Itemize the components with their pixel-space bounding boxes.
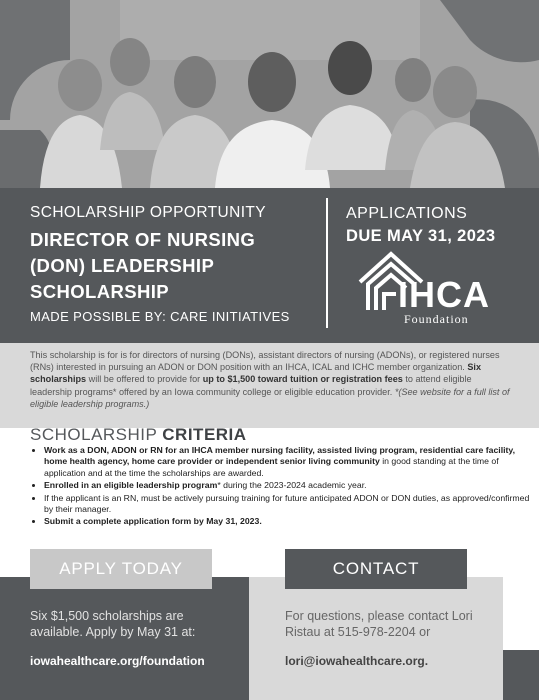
criteria-item <box>44 445 534 479</box>
intro-bold-2: up to $1,500 toward tuition or registration fees <box>202 374 403 385</box>
intro-paragraph <box>30 349 512 410</box>
contact-button[interactable]: CONTACT <box>285 549 467 589</box>
criteria-heading-bold: CRITERIA <box>162 425 247 444</box>
criteria-item-text: in good standing at the time of application and at the time the scholarships are awarded. <box>44 456 499 478</box>
criteria-item-text: If the applicant is an RN, must be actively pursuing training for future anticipated ADON or DON duties, as approved/confirmed by their manager. <box>44 492 530 515</box>
applications-label: APPLICATIONS <box>346 205 468 222</box>
logo-text: IHCA <box>398 274 490 315</box>
criteria-item <box>44 480 534 491</box>
title-line-2: (DON) LEADERSHIP <box>30 255 215 276</box>
logo-subtext: Foundation <box>404 312 469 326</box>
title-line-1: DIRECTOR OF NURSING <box>30 229 256 250</box>
criteria-list <box>30 445 534 529</box>
intro-text-2: will be offered to provide for <box>86 374 203 385</box>
corner-block <box>503 650 539 700</box>
criteria-item <box>44 516 534 527</box>
apply-description: Six $1,500 scholarships are available. Apply by May 31 at: <box>30 609 196 639</box>
contact-description: For questions, please contact Lori Ristau at 515-978-2204 or <box>285 609 473 639</box>
scholarship-title <box>30 227 255 305</box>
criteria-item-bold: Work as a DON, ADON or RN for an IHCA member nursing facility, assisted living program, residential care facility, home health agency, home care provider or independent senior living community <box>44 445 516 467</box>
criteria-item-text: * during the 2023-2024 academic year. <box>217 480 367 491</box>
criteria-item <box>44 493 534 516</box>
header-photo <box>0 0 539 188</box>
criteria-item-bold: Enrolled in an eligible leadership program <box>44 480 218 491</box>
band-divider <box>326 198 328 328</box>
sponsor-line: MADE POSSIBLE BY: CARE INITIATIVES <box>30 309 290 324</box>
title-line-3: SCHOLARSHIP <box>30 281 170 302</box>
intro-bold-1: Six scholarships <box>30 362 482 385</box>
criteria-heading <box>30 425 247 445</box>
intro-text-3: to attend eligible leadership programs* offered by an Iowa community college or eligible education provider. <box>30 374 472 397</box>
criteria-item-bold: Submit a complete application form by May 31, 2023. <box>44 516 262 527</box>
healthcare-team-illustration <box>0 0 539 188</box>
ihca-foundation-logo <box>356 250 516 330</box>
intro-footnote: *(See website for a full list of eligible leadership programs.) <box>30 386 510 409</box>
contact-email-link[interactable]: lori@iowahealthcare.org. <box>285 654 429 668</box>
intro-text-1: This scholarship is for is for directors of nursing (DONs), assistant directors of nursing (ADONs), or registered nurses (RNs) interested in pursuing an ADON or DON position with an IHCA, ICAL and ICHC member organization. <box>30 350 500 373</box>
due-date: DUE MAY 31, 2023 <box>346 227 496 245</box>
criteria-heading-light: SCHOLARSHIP <box>30 425 163 444</box>
apply-url-link[interactable]: iowahealthcare.org/foundation <box>30 654 205 668</box>
apply-today-button[interactable]: APPLY TODAY <box>30 549 212 589</box>
scholarship-opportunity-label: SCHOLARSHIP OPPORTUNITY <box>30 204 267 221</box>
